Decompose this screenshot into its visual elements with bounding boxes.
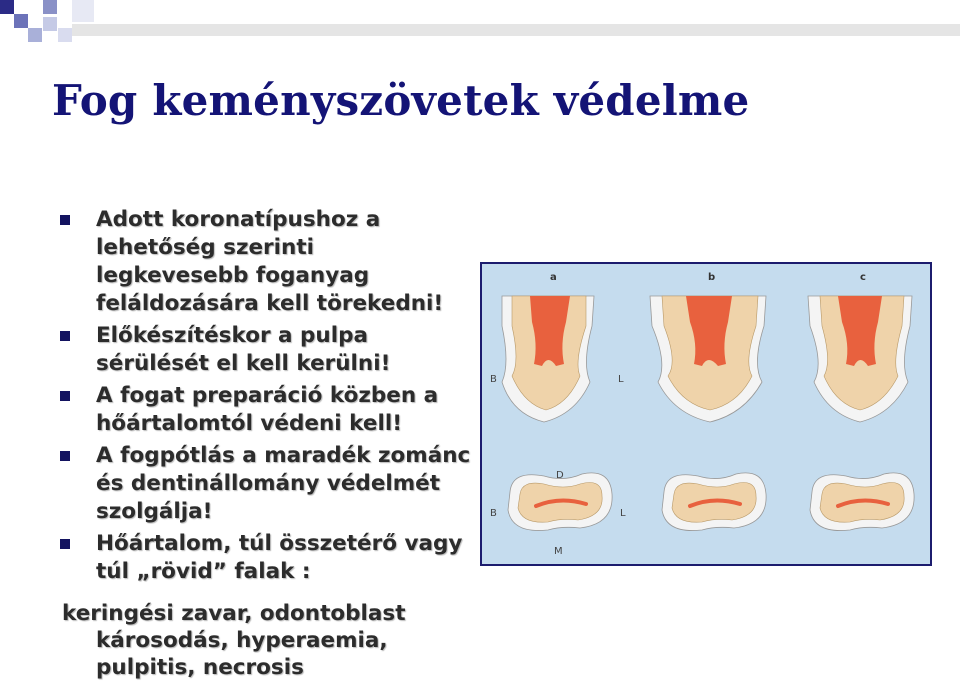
list-item (58, 382, 473, 438)
figure-label-b: b (708, 272, 716, 283)
continuation-line-3: pulpitis, necrosis (96, 655, 304, 680)
figure-label-d: D (556, 470, 564, 481)
bullet-text: Hőártalom, túl összetérő vagy túl „rövid” falak : (96, 531, 463, 584)
bullet-list (58, 206, 473, 590)
figure-label-l-lingual: L (618, 374, 624, 385)
bullet-text: A fogpótlás a maradék zománc és dentinállomány védelmét szolgálja! (96, 443, 471, 524)
continuation-text (62, 600, 405, 681)
tooth-b (650, 296, 766, 422)
cross-section-b (662, 473, 766, 531)
cross-section-c (810, 473, 914, 531)
continuation-line-1: keringési zavar, odontoblast (62, 601, 406, 626)
square-bullet-icon (60, 331, 70, 341)
tooth-a (502, 296, 594, 422)
list-item (58, 206, 473, 318)
square-bullet-icon (60, 539, 70, 549)
square-bullet-icon (60, 451, 70, 461)
figure-label-c: c (860, 272, 866, 283)
bullet-text: A fogat preparáció közben a hőártalomtól védeni kell! (96, 383, 439, 436)
tooth-preparation-figure (480, 262, 932, 566)
square-bullet-icon (60, 391, 70, 401)
figure-label-m: M (554, 546, 563, 557)
figure-label-b-buccal: B (490, 374, 497, 385)
figure-label-b-lower: B (490, 508, 497, 519)
figure-label-l-lower: L (620, 508, 626, 519)
corner-decoration (0, 0, 960, 60)
tooth-diagram (482, 264, 930, 564)
list-item (58, 442, 473, 526)
bullet-text: Előkészítéskor a pulpa sérülését el kell kerülni! (96, 323, 391, 376)
page-title: Fog keményszövetek védelme (52, 76, 750, 125)
cross-section-a (508, 473, 612, 531)
list-item (58, 530, 473, 586)
square-bullet-icon (60, 215, 70, 225)
tooth-c (808, 296, 912, 422)
figure-label-a: a (550, 272, 557, 283)
bullet-text: Adott koronatípushoz a lehetőség szerinti legkevesebb foganyag feláldozására kell törekedni! (96, 207, 444, 316)
list-item (58, 322, 473, 378)
continuation-line-2: károsodás, hyperaemia, (96, 628, 388, 653)
